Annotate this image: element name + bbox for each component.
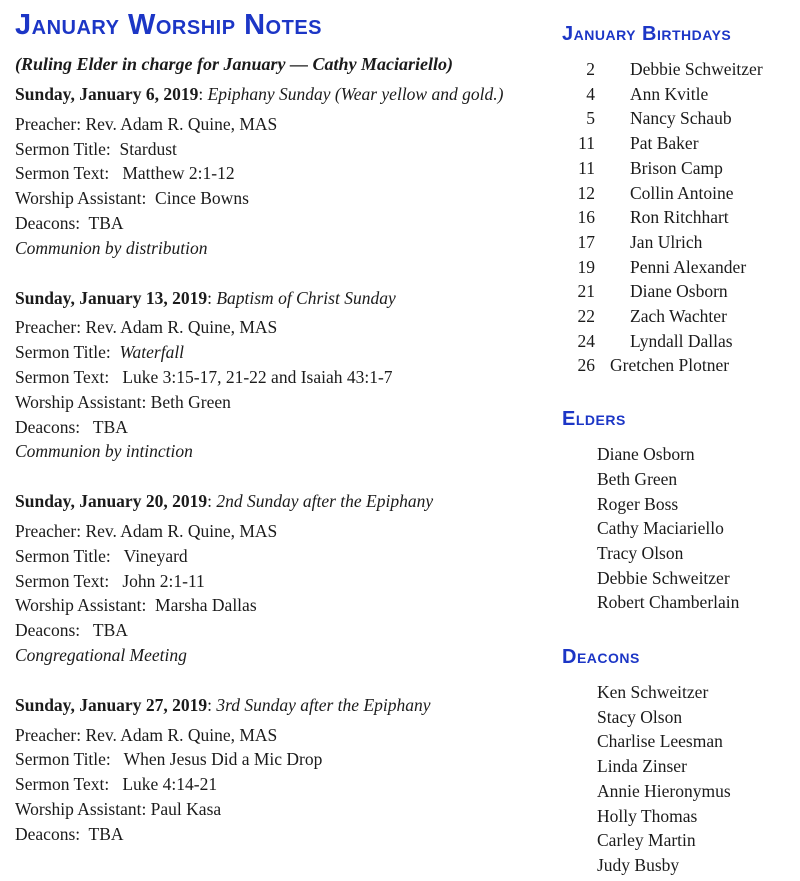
- elders-section: [562, 409, 800, 615]
- sermon-title-label: Sermon Title:: [15, 545, 111, 566]
- deacons-line: Deacons: TBA: [15, 416, 128, 437]
- service-entry-jan6: [15, 82, 548, 261]
- page-title: January Worship Notes: [15, 9, 323, 41]
- deacons-line: Deacons: TBA: [15, 620, 128, 641]
- birthday-name: Pat Baker: [630, 133, 699, 154]
- sermon-title-value: Vineyard: [110, 545, 188, 566]
- service-note: Communion by distribution: [15, 237, 208, 258]
- heading-separator: :: [207, 694, 217, 715]
- preacher-line: Preacher: Rev. Adam R. Quine, MAS: [15, 724, 278, 745]
- deacon-name: Ken Schweitzer: [597, 682, 709, 703]
- birthday-name: Brison Camp: [630, 157, 723, 178]
- birthday-name: Collin Antoine: [630, 182, 734, 203]
- service-entry-jan13: [15, 286, 548, 465]
- sermon-text-line: Sermon Text: Luke 3:15-17, 21-22 and Isaiah 43:1-7: [15, 366, 393, 387]
- sermon-title-line: [15, 544, 548, 569]
- preacher-line: Preacher: Rev. Adam R. Quine, MAS: [15, 520, 278, 541]
- sermon-text-line: Sermon Text: Luke 4:14-21: [15, 774, 218, 795]
- heading-separator: :: [207, 491, 217, 512]
- birthday-day: 12: [577, 182, 595, 203]
- heading-separator: :: [207, 287, 217, 308]
- birthday-day: 26: [577, 355, 595, 376]
- worship-assistant-line: Worship Assistant: Marsha Dallas: [15, 595, 257, 616]
- deacon-name: Holly Thomas: [597, 805, 698, 826]
- birthdays-title: January Birthdays: [562, 23, 732, 45]
- birthday-row: [562, 156, 800, 181]
- elder-name: Debbie Schweitzer: [597, 567, 730, 588]
- elder-name: Cathy Maciariello: [597, 518, 724, 539]
- birthday-day: 19: [577, 256, 595, 277]
- birthday-name: Penni Alexander: [630, 256, 747, 277]
- birthday-day: 17: [577, 231, 595, 252]
- deacons-line: Deacons: TBA: [15, 823, 124, 844]
- service-note: Communion by intinction: [15, 441, 193, 462]
- sermon-title-value: When Jesus Did a Mic Drop: [110, 749, 323, 770]
- birthday-name: Gretchen Plotner: [610, 355, 730, 376]
- birthday-row: [562, 329, 800, 354]
- birthday-row: [562, 131, 800, 156]
- worship-assistant-line: Worship Assistant: Cince Bowns: [15, 188, 249, 209]
- heading-separator: :: [198, 84, 208, 104]
- sermon-text-line: Sermon Text: Matthew 2:1-12: [15, 163, 235, 184]
- service-occasion: 2nd Sunday after the Epiphany: [216, 491, 434, 512]
- service-occasion: 3rd Sunday after the Epiphany: [216, 694, 431, 715]
- elder-name: Beth Green: [597, 468, 678, 489]
- birthday-row: [562, 205, 800, 230]
- birthday-name: Jan Ulrich: [630, 231, 703, 252]
- service-heading: [15, 286, 548, 311]
- birthday-day: 11: [578, 133, 595, 154]
- sermon-title-line: [15, 340, 548, 365]
- sermon-title-label: Sermon Title:: [15, 342, 111, 363]
- sermon-title-value: Stardust: [110, 138, 177, 159]
- deacons-line: Deacons: TBA: [15, 212, 124, 233]
- deacons-title: Deacons: [562, 646, 640, 669]
- birthday-row: [562, 279, 800, 304]
- service-entry-jan20: [15, 489, 548, 668]
- birthdays-section: [562, 24, 800, 378]
- birthday-row: [562, 181, 800, 206]
- service-date: Sunday, January 27, 2019: [15, 694, 208, 715]
- sermon-title-line: [15, 137, 548, 162]
- service-heading: [15, 489, 548, 514]
- elder-name: Diane Osborn: [597, 444, 695, 465]
- birthday-name: Ann Kvitle: [630, 83, 709, 104]
- deacon-name: Annie Hieronymus: [597, 780, 731, 801]
- deacon-name: Stacy Olson: [597, 706, 683, 727]
- service-note: Congregational Meeting: [15, 644, 187, 665]
- sermon-title-label: Sermon Title:: [15, 138, 111, 159]
- birthday-day: 21: [577, 281, 595, 302]
- birthday-row: [562, 304, 800, 329]
- birthday-day: 4: [586, 83, 595, 104]
- birthday-row: [562, 57, 800, 82]
- elder-name: Roger Boss: [597, 493, 679, 514]
- page-subtitle: (Ruling Elder in charge for January — Cathy Maciariello): [15, 54, 454, 74]
- service-date: Sunday, January 6, 2019: [15, 84, 199, 104]
- birthday-day: 16: [577, 207, 595, 228]
- sermon-title-line: [15, 747, 548, 772]
- elder-name: Tracy Olson: [597, 542, 684, 563]
- sermon-text-line: Sermon Text: John 2:1-11: [15, 570, 205, 591]
- birthday-row: [562, 82, 800, 107]
- deacon-name: Judy Busby: [597, 854, 680, 875]
- sermon-title-value: Waterfall: [110, 342, 185, 363]
- preacher-line: Preacher: Rev. Adam R. Quine, MAS: [15, 317, 278, 338]
- birthday-day: 5: [586, 108, 595, 129]
- service-date: Sunday, January 20, 2019: [15, 491, 208, 512]
- birthday-day: 24: [577, 330, 595, 351]
- service-occasion: Baptism of Christ Sunday: [216, 287, 396, 308]
- birthday-name: Zach Wachter: [630, 306, 727, 327]
- service-heading: [15, 693, 548, 718]
- deacon-name: Charlise Leesman: [597, 731, 723, 752]
- birthday-day: 2: [586, 59, 595, 79]
- birthday-name: Diane Osborn: [630, 281, 728, 302]
- birthday-day: 22: [577, 306, 595, 327]
- birthday-row: [562, 106, 800, 131]
- birthday-name: Lyndall Dallas: [630, 330, 733, 351]
- birthday-day: 11: [578, 157, 595, 178]
- service-occasion: Epiphany Sunday (Wear yellow and gold.): [207, 84, 504, 104]
- preacher-line: Preacher: Rev. Adam R. Quine, MAS: [15, 113, 278, 134]
- deacons-section: [562, 647, 800, 878]
- birthday-name: Ron Ritchhart: [630, 207, 729, 228]
- deacon-name: Carley Martin: [597, 830, 696, 851]
- service-entry-jan27: [15, 693, 548, 847]
- service-heading: [15, 82, 548, 107]
- birthday-row: [562, 255, 800, 280]
- elder-name: Robert Chamberlain: [597, 592, 740, 613]
- birthday-row: [562, 230, 800, 255]
- worship-assistant-line: Worship Assistant: Paul Kasa: [15, 798, 222, 819]
- birthday-name: Debbie Schweitzer: [630, 59, 763, 79]
- birthday-row: [562, 353, 800, 378]
- deacon-name: Linda Zinser: [597, 756, 687, 777]
- sermon-title-label: Sermon Title:: [15, 749, 111, 770]
- elders-title: Elders: [562, 408, 626, 431]
- service-date: Sunday, January 13, 2019: [15, 287, 208, 308]
- birthday-name: Nancy Schaub: [630, 108, 732, 129]
- worship-assistant-line: Worship Assistant: Beth Green: [15, 391, 231, 412]
- rosters-column: [548, 0, 800, 878]
